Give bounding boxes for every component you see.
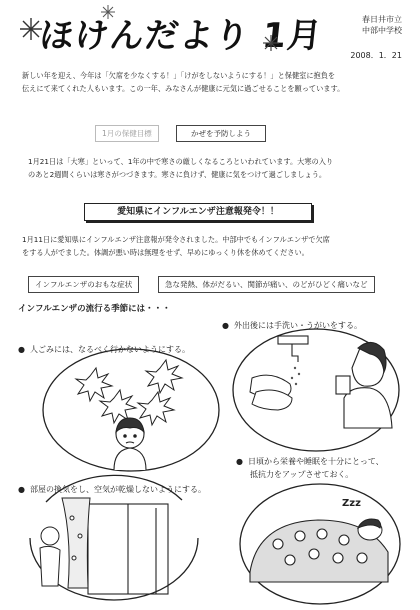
daikan-paragraph	[28, 156, 408, 181]
zzz-text: Zzz	[342, 498, 361, 509]
faucet-icon	[278, 336, 308, 362]
monthly-goal-badge: かぜを予防しよう	[176, 125, 266, 142]
tip-nutrition-line2: 抵抗力をアップさせておく。	[250, 470, 354, 479]
flu-line: をする人がでました。体調が悪い時は無理をせず、早めにゆっくり休を休めてください。	[22, 247, 309, 257]
water-drops-icon	[291, 367, 300, 385]
school-name: 中部中学校	[362, 26, 402, 35]
monthly-goal-label: 1月の保健目標	[95, 125, 159, 142]
gargling-person-icon	[336, 342, 392, 428]
symptoms-label: インフルエンザのおもな症状	[28, 276, 139, 293]
window-frame	[88, 504, 168, 594]
virus-icon	[76, 360, 182, 425]
intro-line: 新しい年を迎え、今年は「欠席を少なくする！」「けがをしないようにする！」と保健室に抱負を	[22, 71, 336, 80]
curtain-icon	[62, 498, 90, 588]
issue-date: 2008．1．21	[350, 51, 402, 60]
snowflake-icon	[262, 34, 280, 52]
newsletter-title: ほけんだより 1月	[37, 16, 325, 56]
tip-nutrition: ● 日頃から栄養や睡眠を十分にとって、	[236, 456, 384, 467]
symptoms-text: 急な発熱、体がだるい、関節が痛い、のどがひどく痛いなど	[158, 276, 375, 293]
flu-alert-banner: 愛知県にインフルエンザ注意報発令！！	[84, 203, 312, 221]
hands-icon	[250, 375, 292, 410]
sleeping-illustration	[238, 482, 402, 606]
tip-ventilate: ● 部屋の換気をし、空気が乾燥しないようにする。	[18, 484, 206, 495]
city-name: 春日井市立	[362, 15, 402, 24]
tip-handwash: ● 外出後には手洗い・うがいをする。	[222, 320, 362, 331]
person-opening-window-icon	[40, 527, 60, 586]
handwash-illustration	[232, 328, 400, 452]
season-heading: インフルエンザの流行る季節には・・・	[18, 304, 171, 314]
flu-paragraph	[22, 234, 407, 259]
boy-figure	[114, 418, 146, 470]
flu-line: 1月11日に愛知県にインフルエンザ注意報が発令されました。中部中でもインフルエンザで欠席	[22, 235, 330, 244]
snowflake-icon	[18, 16, 44, 42]
intro-line: 伝えにて来てくれた人もいます。この一年、みなさんが健康に元気に過ごせることを願っています。	[22, 83, 345, 93]
intro-paragraph	[22, 70, 402, 95]
snowflake-icon	[100, 4, 116, 20]
window-illustration	[28, 478, 200, 604]
sleeper-head-icon	[358, 519, 382, 540]
tip-crowds: ● 人ごみには、なるべく行かないようにする。	[18, 344, 190, 355]
virus-illustration	[42, 348, 220, 472]
school-info	[362, 14, 402, 36]
daikan-line: のあと2週間くらいは寒さがつづきます。寒さに負けず、健康に気をつけて過ごしましょう。	[28, 169, 327, 179]
daikan-line: 1月21日は「大寒」といって、1年の中で寒さの厳しくなるころといわれています。大寒の入り	[28, 157, 334, 166]
